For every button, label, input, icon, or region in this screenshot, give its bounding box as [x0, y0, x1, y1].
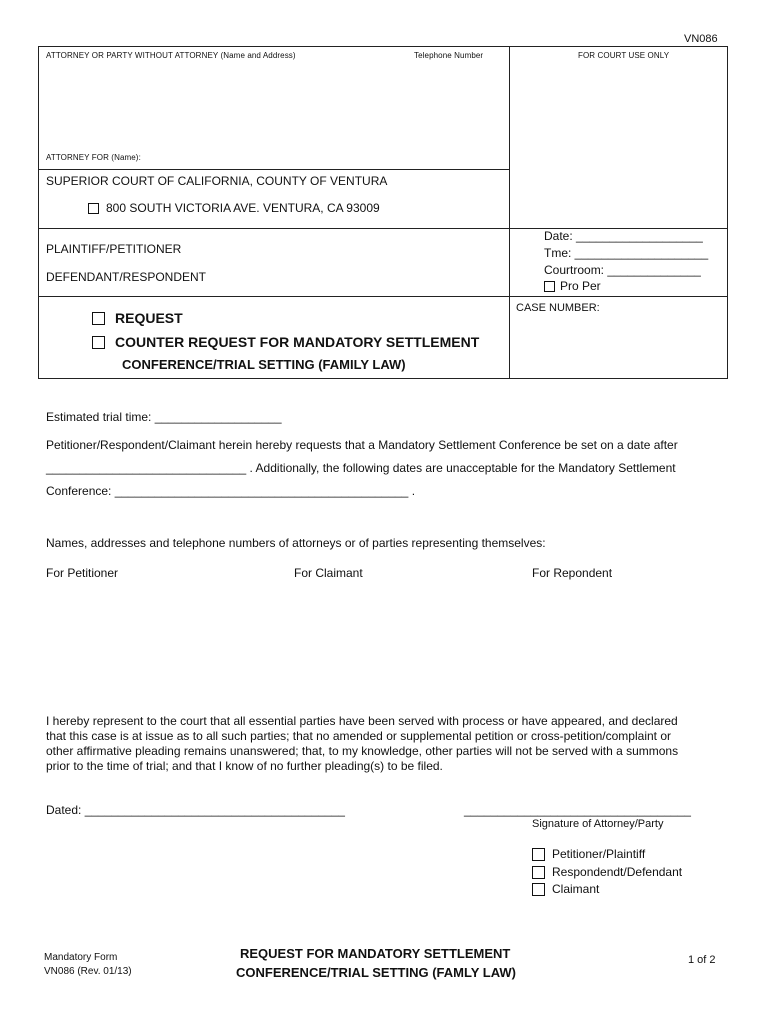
attorney-label: ATTORNEY OR PARTY WITHOUT ATTORNEY (Name and Address)	[46, 51, 296, 60]
telephone-label: Telephone Number	[414, 51, 484, 60]
court-top-line	[38, 169, 510, 170]
box-bottom-border	[38, 378, 728, 379]
names-heading: Names, addresses and telephone numbers of attorneys or of parties representing themselves:	[46, 536, 546, 550]
pro-per-checkbox[interactable]	[544, 281, 555, 292]
request-label: REQUEST	[115, 310, 183, 326]
counter-request-option[interactable]	[92, 334, 479, 350]
signer-option-claimant[interactable]	[532, 882, 599, 896]
court-address-checkbox[interactable]	[88, 203, 99, 214]
footer-title-line-1: REQUEST FOR MANDATORY SETTLEMENT	[240, 946, 511, 961]
hearing-time[interactable]: Tme: ____________________	[544, 246, 709, 260]
box-vertical-divider	[509, 46, 510, 379]
footer-form-revision: VN086 (Rev. 01/13)	[44, 966, 132, 977]
box-top-border	[38, 46, 728, 47]
request-title-line2: CONFERENCE/TRIAL SETTING (FAMILY LAW)	[122, 357, 406, 372]
court-address-option[interactable]	[88, 201, 380, 215]
dated-field[interactable]: Dated: _______________________________________	[46, 803, 345, 817]
request-option[interactable]	[92, 310, 183, 326]
footer-title-line-2: CONFERENCE/TRIAL SETTING (FAMLY LAW)	[236, 965, 516, 980]
plaintiff-label: PLAINTIFF/PETITIONER	[46, 242, 182, 256]
signature-line[interactable]: __________________________________	[464, 803, 691, 817]
respondent-label: Respondendt/Defendant	[552, 865, 683, 879]
petitioner-label: Petitioner/Plaintiff	[552, 847, 646, 861]
counter-request-label: COUNTER REQUEST FOR MANDATORY SETTLEMENT	[115, 334, 480, 350]
estimated-trial-time[interactable]: Estimated trial time: ___________________	[46, 410, 282, 424]
pro-per-option[interactable]	[544, 279, 601, 293]
signature-label: Signature of Attorney/Party	[532, 818, 664, 830]
case-number-label: CASE NUMBER:	[516, 302, 600, 314]
col-claimant: For Claimant	[294, 566, 363, 580]
declaration-line-4: prior to the time of trial; and that I know of no further pleading(s) to be filed.	[46, 759, 443, 773]
declaration-line-3: other affirmative pleading remains unanswered; that, to my knowledge, other parties will not be served with a summons	[46, 744, 679, 758]
box-left-border	[38, 46, 39, 379]
respondent-checkbox[interactable]	[532, 866, 545, 879]
defendant-label: DEFENDANT/RESPONDENT	[46, 270, 207, 284]
attorney-for-label: ATTORNEY FOR (Name):	[46, 153, 141, 162]
court-name: SUPERIOR COURT OF CALIFORNIA, COUNTY OF VENTURA	[46, 174, 388, 188]
signer-option-petitioner[interactable]	[532, 847, 645, 861]
request-line-1: Petitioner/Respondent/Claimant herein hereby requests that a Mandatory Settlement Conference be set on a date after	[46, 438, 678, 452]
signer-option-respondent[interactable]	[532, 865, 682, 879]
petitioner-checkbox[interactable]	[532, 848, 545, 861]
footer-page-number: 1 of 2	[688, 954, 716, 966]
request-line-2[interactable]: ______________________________ . Additionally, the following dates are unacceptable for the Mandatory Settlement	[46, 461, 676, 475]
request-top-line	[38, 296, 728, 297]
form-code: VN086	[684, 33, 718, 45]
claimant-label: Claimant	[552, 882, 600, 896]
declaration-line-2: that this case is at issue as to all such parties; that no amended or supplemental petition or cross-petition/complaint or	[46, 729, 671, 743]
request-line-3[interactable]: Conference: ____________________________________________ .	[46, 484, 416, 498]
court-address: 800 SOUTH VICTORIA AVE. VENTURA, CA 93009	[106, 201, 380, 215]
hearing-date[interactable]: Date: ___________________	[544, 229, 703, 243]
counter-request-checkbox[interactable]	[92, 336, 105, 349]
col-petitioner: For Petitioner	[46, 566, 119, 580]
request-checkbox[interactable]	[92, 312, 105, 325]
court-use-label: FOR COURT USE ONLY	[578, 51, 670, 60]
footer-mandatory-form: Mandatory Form	[44, 952, 118, 963]
box-right-border	[727, 46, 728, 379]
hearing-courtroom[interactable]: Courtroom: ______________	[544, 263, 701, 277]
pro-per-label: Pro Per	[560, 279, 601, 293]
claimant-checkbox[interactable]	[532, 883, 545, 896]
declaration-line-1: I hereby represent to the court that all essential parties have been served with process or have appeared, and declared	[46, 714, 678, 728]
col-respondent: For Repondent	[532, 566, 613, 580]
